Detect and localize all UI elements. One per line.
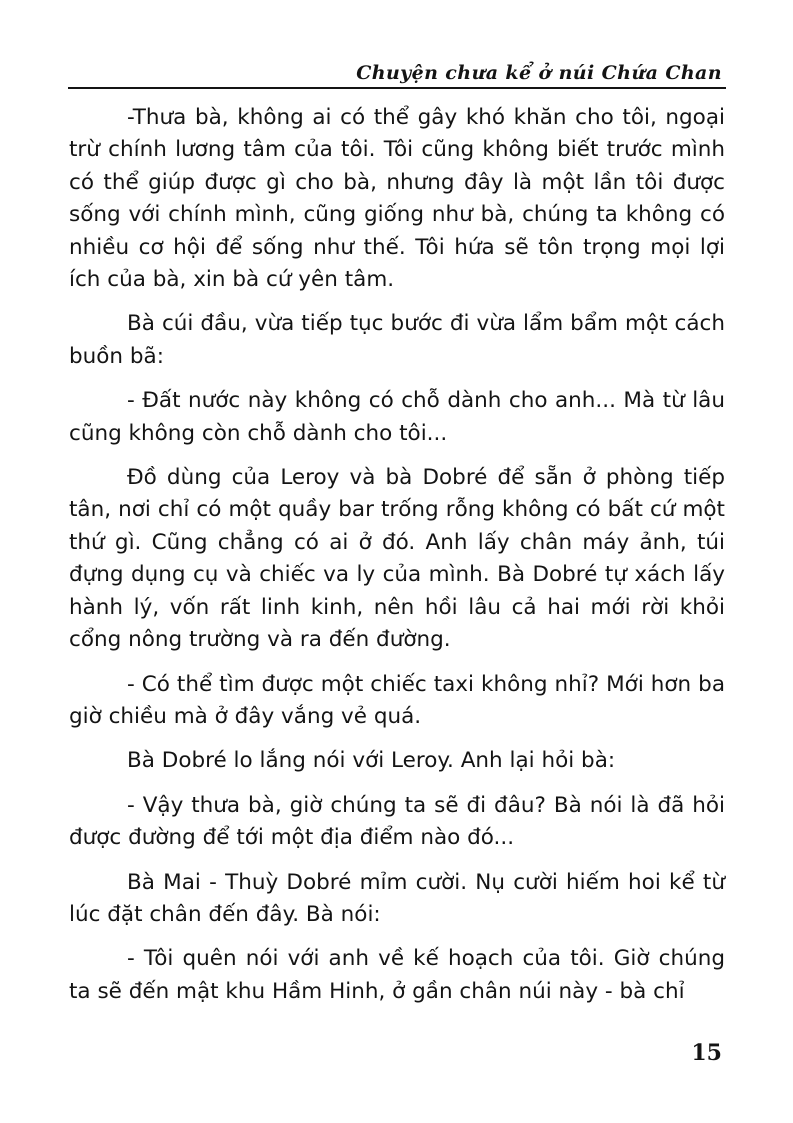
paragraph: Bà Mai - Thuỳ Dobré mỉm cười. Nụ cười hiếm hoi kể từ lúc đặt chân đến đây. Bà nói: [69, 869, 725, 927]
header-rule [68, 87, 726, 89]
paragraph: - Đất nước này không có chỗ dành cho anh... Mà từ lâu cũng không còn chỗ dành cho tôi... [69, 388, 725, 446]
running-title: Chuyện chưa kể ở núi Chứa Chan [356, 62, 722, 84]
paragraph: - Tôi quên nói với anh về kế hoạch của tôi. Giờ chúng ta sẽ đến mật khu Hầm Hinh, ở gần chân núi này - bà chỉ [69, 946, 725, 1004]
paragraph: Bà cúi đầu, vừa tiếp tục bước đi vừa lẩm bẩm một cách buồn bã: [69, 311, 725, 369]
body-text [69, 102, 725, 1020]
page-number: 15 [691, 1040, 722, 1066]
paragraph: -Thưa bà, không ai có thể gây khó khăn cho tôi, ngoại trừ chính lương tâm của tôi. Tôi cũng không biết trước mình có thể giúp được gì cho bà, nhưng đây là một lần tôi được sống với chính mình, cũng giống như bà, chúng ta không có nhiều cơ hội để sống như thế. Tôi hứa sẽ tôn trọng mọi lợi ích của bà, xin bà cứ yên tâm. [69, 105, 725, 293]
running-header [68, 50, 726, 90]
paragraph: - Vậy thưa bà, giờ chúng ta sẽ đi đâu? Bà nói là đã hỏi được đường để tới một địa điểm nào đó... [69, 792, 725, 851]
paragraph: Đồ dùng của Leroy và bà Dobré để sẵn ở phòng tiếp tân, nơi chỉ có một quầy bar trống rỗng không có bất cứ một thứ gì. Cũng chẳng có ai ở đó. Anh lấy chân máy ảnh, túi đựng dụng cụ và chiếc va ly của mình. Bà Dobré tự xách lấy hành lý, vốn rất linh kinh, nên hồi lâu cả hai mới rời khỏi cổng nông trường và ra đến đường. [69, 465, 725, 653]
paragraph: Bà Dobré lo lắng nói với Leroy. Anh lại hỏi bà: [127, 748, 616, 774]
paragraph: - Có thể tìm được một chiếc taxi không nhỉ? Mới hơn ba giờ chiều mà ở đây vắng vẻ quá. [69, 671, 725, 729]
